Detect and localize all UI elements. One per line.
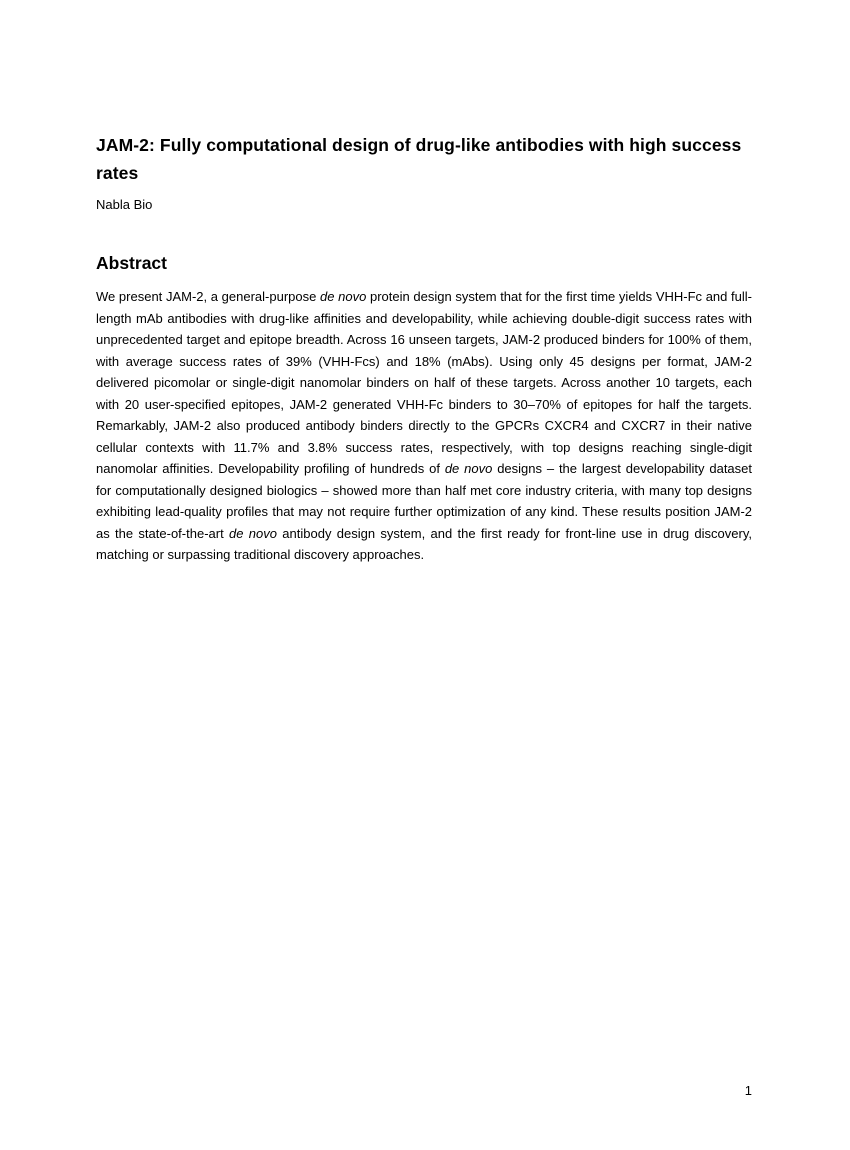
page-number: 1	[744, 1083, 752, 1098]
paper-author: Nabla Bio	[96, 197, 153, 212]
page-content	[96, 0, 752, 566]
abstract-heading: Abstract	[96, 253, 167, 273]
abstract-paragraph: We present JAM-2, a general-purpose de novo protein design system that for the first time yields VHH-Fc and full-length mAb antibodies with drug-like affinities and developability, while achieving double-digit success rates with unprecedented target and epitope breadth. Across 16 unseen targets, JAM-2 produced binders for 100% of them, with average success rates of 39% (VHH-Fcs) and 18% (mAbs). Using only 45 designs per format, JAM-2 delivered picomolar or single-digit nanomolar binders on half of these targets. Across another 10 targets, each with 20 user-specified epitopes, JAM-2 generated VHH-Fc binders to 30–70% of epitopes for half the targets. Remarkably, JAM-2 also produced antibody binders directly to the GPCRs CXCR4 and CXCR7 in their native cellular contexts with 11.7% and 3.8% success rates, respectively, with top designs reaching single-digit nanomolar affinities. Developability profiling of hundreds of de novo designs – the largest developability dataset for computationally designed biologics – showed more than half met core industry criteria, with many top designs exhibiting lead-quality profiles that may not require further optimization of any kind. These results position JAM-2 as the state-of-the-art de novo antibody design system, and the first ready for front-line use in drug discovery, matching or surpassing traditional discovery approaches.	[96, 289, 753, 562]
paper-title: JAM-2: Fully computational design of drug-like antibodies with high success rates	[96, 135, 742, 183]
